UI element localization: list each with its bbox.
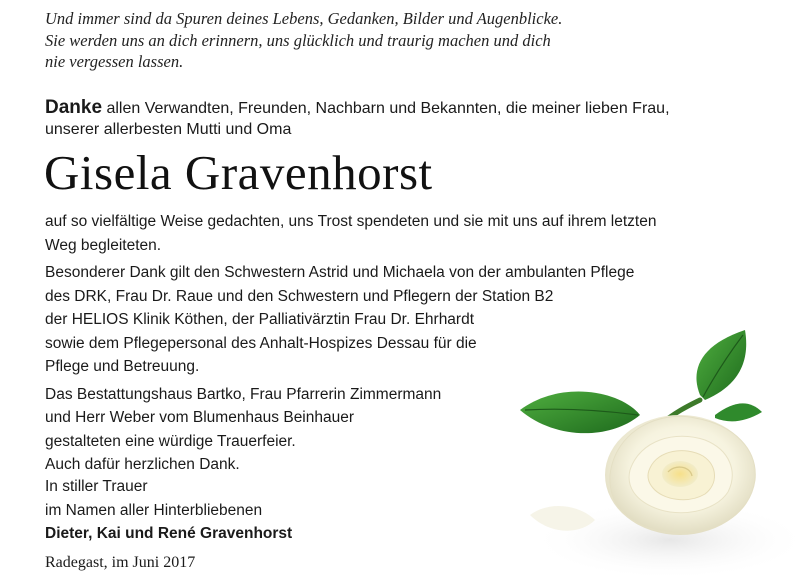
body-line: sowie dem Pflegepersonal des Anhalt-Hospizes Dessau für die [45, 334, 477, 352]
body-line: Besonderer Dank gilt den Schwestern Astrid und Michaela von der ambulanten Pflege [45, 264, 635, 281]
body-line: gestalteten eine würdige Trauerfeier. [45, 432, 296, 450]
leaf-left [520, 391, 640, 433]
intro-poem [45, 8, 765, 73]
thanks-line-1-rest: allen Verwandten, Freunden, Nachbarn und Bekannten, die meiner lieben Frau, [102, 100, 670, 117]
thanks-line-2: unserer allerbesten Mutti und Oma [45, 121, 292, 138]
signoff-line-1: In stiller Trauer [45, 478, 148, 495]
deceased-name: Gisela Gravenhorst [44, 145, 433, 200]
family-signature: Dieter, Kai und René Gravenhorst [45, 525, 293, 542]
thanks-intro [45, 97, 765, 140]
intro-line-2: Sie werden uns an dich erinnern, uns glücklich und traurig machen und dich [45, 30, 551, 50]
body-line: der HELIOS Klinik Köthen, der Palliativärztin Frau Dr. Ehrhardt [45, 311, 475, 328]
place-date: Radegast, im Juni 2017 [45, 554, 196, 571]
thanks-line-1 [45, 97, 765, 119]
body-line: auf so vielfältige Weise gedachten, uns Trost spendeten und sie mit uns auf ihrem letzten [45, 213, 657, 230]
body-line: Weg begleiteten. [45, 236, 162, 254]
body-line: Auch dafür herzlichen Dank. [45, 456, 240, 473]
signoff [45, 475, 292, 546]
body-line: Das Bestattungshaus Bartko, Frau Pfarrerin Zimmermann [45, 385, 442, 403]
body-line: des DRK, Frau Dr. Raue und den Schwestern und Pflegern der Station B2 [45, 287, 554, 305]
paragraph-gratitude [45, 210, 765, 257]
signoff-line-2: im Namen aller Hinterbliebenen [45, 501, 263, 519]
intro-line-3: nie vergessen lassen. [45, 52, 184, 71]
body-line: Pflege und Betreuung. [45, 358, 200, 375]
leaf-right [715, 403, 762, 421]
body-line: und Herr Weber vom Blumenhaus Beinhauer [45, 409, 355, 426]
intro-line-1: Und immer sind da Spuren deines Lebens, Gedanken, Bilder und Augenblicke. [45, 9, 563, 28]
danke-word: Danke [45, 97, 103, 118]
rose-bloom [605, 415, 755, 535]
white-rose-icon [500, 300, 800, 584]
